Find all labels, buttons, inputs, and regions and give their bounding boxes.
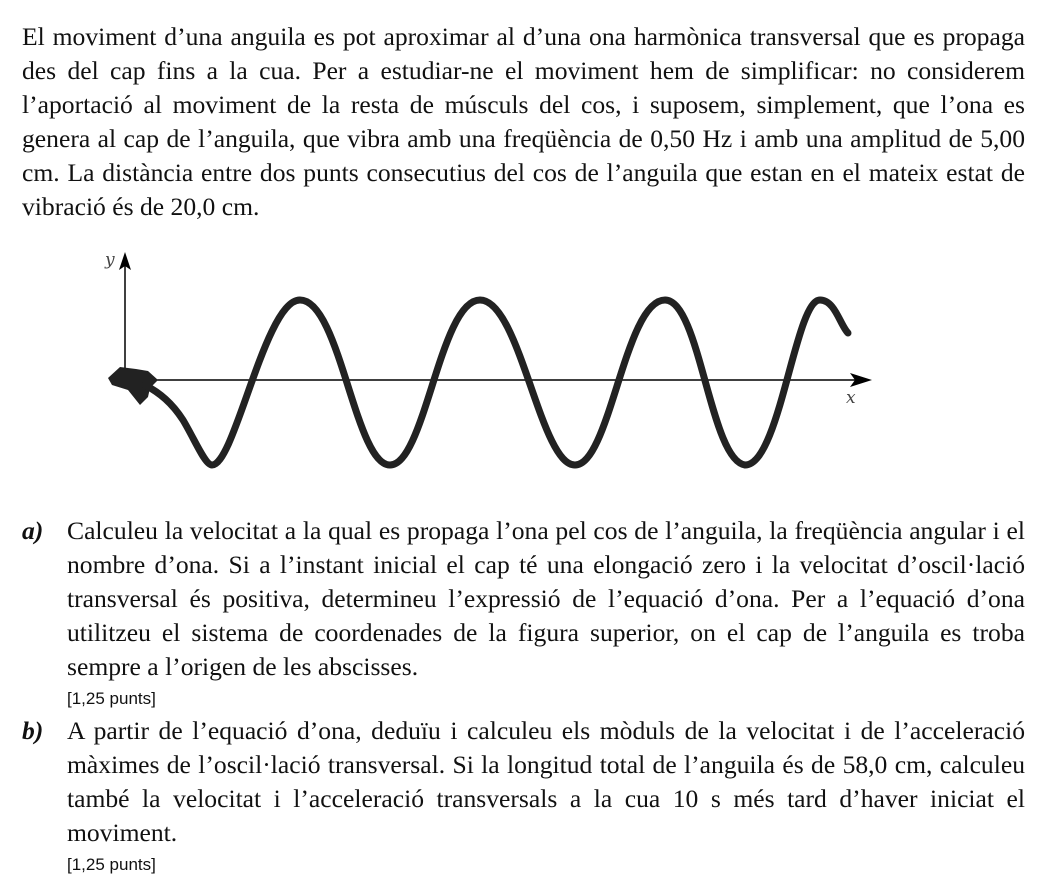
problem-statement: El moviment d’una anguila es pot aproximar al d’una ona harmònica transversal que es propaga des del cap fins a la cua. Per a estudiar-ne el moviment hem de simplificar: no considerem l’aportació al moviment de la resta de músculs del cos, i suposem, simplement, que l’ona es genera al cap de l’anguila, que vibra amb una freqüència de 0,50 Hz i amb una amplitud de 5,00 cm. La distància entre dos punts consecutius del cos de l’anguila que estan en el mateix estat de vibració és de 20,0 cm. bbox=[22, 22, 1025, 221]
question-a bbox=[22, 514, 1025, 712]
eel-body-wave bbox=[145, 300, 848, 465]
question-a-text: Calculeu la velocitat a la qual es propaga l’ona pel cos de l’anguila, la freqüència angular i el nombre d’ona. Si a l’instant inicial el cap té una elongació zero i la velocitat d’oscil·lació transversal és positiva, determineu l’expressió de l’equació d’ona. Per a l’equació d’ona utilitzeu el sistema de coordenades de la figura superior, on el cap de l’anguila es troba sempre a l’origen de les abscisses. bbox=[67, 516, 1025, 681]
question-a-points: [1,25 punts] bbox=[67, 689, 156, 708]
questions bbox=[22, 514, 1025, 878]
question-b-letter: b) bbox=[22, 716, 44, 745]
question-b-text: A partir de l’equació d’ona, deduïu i calculeu els mòduls de la velocitat i de l’acceleració màximes de l’oscil·lació transversal. Si la longitud total de l’anguila és de 58,0 cm, calculeu també la velocitat i l’acceleració transversals a la cua 10 s més tard d’haver iniciat el moviment. bbox=[67, 716, 1025, 847]
x-axis-label: x bbox=[846, 388, 856, 408]
question-b-points: [1,25 punts] bbox=[67, 855, 156, 874]
y-axis-label: y bbox=[105, 250, 115, 270]
question-b bbox=[22, 714, 1025, 878]
eel-wave-figure bbox=[100, 245, 890, 500]
question-a-letter: a) bbox=[22, 516, 44, 545]
